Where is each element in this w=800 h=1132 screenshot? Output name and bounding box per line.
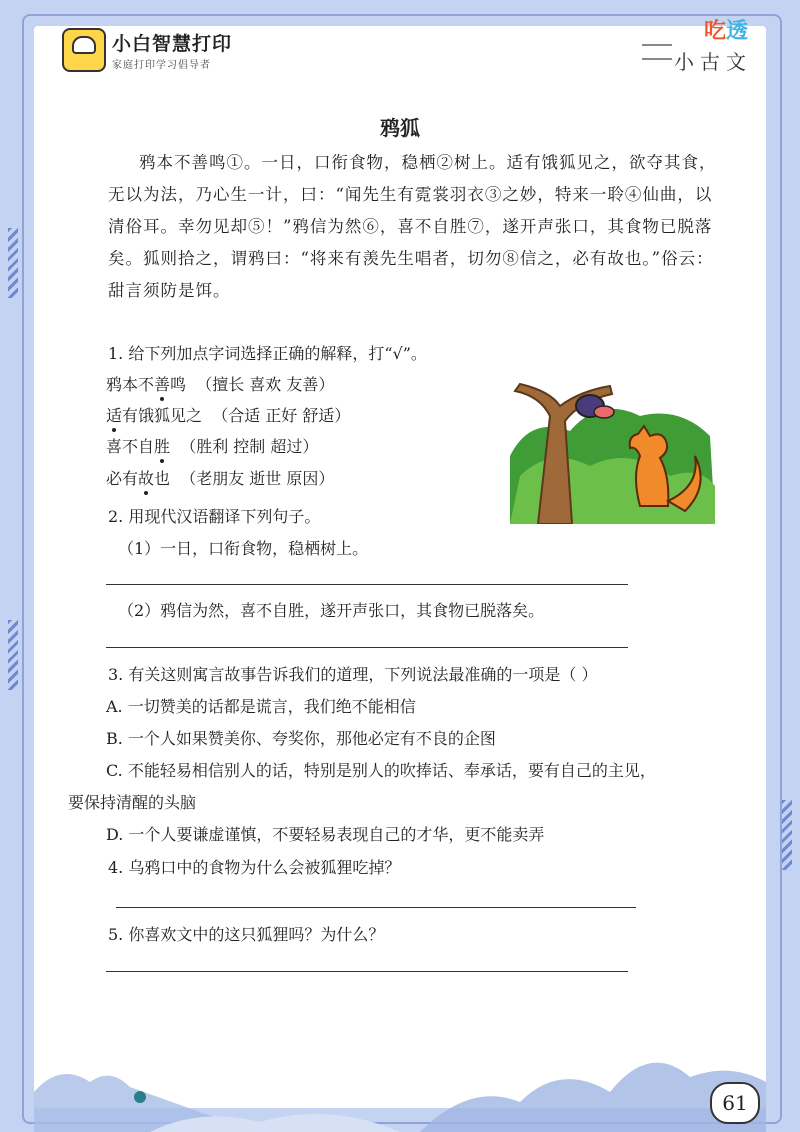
- logo-title: 小白智慧打印: [112, 33, 233, 55]
- passage-text: [106, 147, 728, 307]
- logo-subtitle: 家庭打印学习倡导者: [112, 60, 211, 71]
- passage-title: 鸦狐: [380, 116, 420, 140]
- q1-item-text: 必有: [106, 469, 139, 488]
- q1-options: （擅长 喜欢 友善）: [196, 375, 335, 394]
- umbrella-figure-icon: [134, 1091, 146, 1103]
- q3-option-b[interactable]: B. 一个人如果赞美你、夸奖你，那他必定有不良的企图: [106, 729, 496, 748]
- brand-char-2: 透: [725, 19, 748, 44]
- q1-item: [106, 404, 350, 428]
- crow-beak-shape: [594, 406, 614, 418]
- passage-line: 甜言须防是饵。: [108, 281, 231, 300]
- answer-line[interactable]: [116, 907, 636, 908]
- q3-option-c-continued: 要保持清醒的头脑: [68, 793, 197, 812]
- printer-logo: [62, 24, 232, 76]
- bear-logo-icon: [62, 28, 106, 72]
- q1-prompt: 1. 给下列加点字词选择正确的解释，打“√”。: [108, 344, 427, 363]
- q3-option-c[interactable]: C. 不能轻易相信别人的话，特别是别人的吹捧话、奉承话，要有自己的主见，: [106, 761, 656, 780]
- answer-line[interactable]: [106, 584, 628, 585]
- answer-line[interactable]: [106, 971, 628, 972]
- left-stripe-decoration-2: [8, 620, 18, 690]
- q1-item-text: 有饿狐见之: [122, 406, 203, 425]
- mountain-decoration: [0, 1022, 800, 1132]
- passage-line: 矣。狐则拾之，谓鸦曰：“将来有羡先生唱者，切勿⑧信之，必有故也。”俗云：: [108, 249, 714, 268]
- passage-line: 清俗耳。幸勿见却⑤！”鸦信为然⑥，喜不自胜⑦，遂开声张口，其食物已脱落: [108, 217, 713, 236]
- q1-item: [106, 373, 334, 397]
- q1-options: （老朋友 逝世 原因）: [180, 469, 335, 488]
- q1-item-text: 鸣: [170, 375, 187, 394]
- q5-prompt: 5. 你喜欢文中的这只狐狸吗？为什么？: [108, 925, 385, 944]
- brand-char-1: 吃: [703, 19, 726, 44]
- page-number: 61: [710, 1082, 760, 1124]
- q2-sentence-1: （1）一日，口衔食物，稳栖树上。: [118, 539, 369, 558]
- crow-fox-illustration: [510, 376, 715, 524]
- left-stripe-decoration: [8, 228, 18, 298]
- passage-line: 无以为法，乃心生一计，曰：“闻先生有霓裳羽衣③之妙，特来一聆④仙曲，以: [108, 185, 713, 204]
- q1-item: [106, 467, 334, 491]
- q1-dotted-char: 胜: [154, 437, 171, 456]
- q2-prompt: 2. 用现代汉语翻译下列句子。: [108, 507, 321, 526]
- right-stripe-decoration: [782, 800, 792, 870]
- q1-options: （胜利 控制 超过）: [180, 437, 319, 456]
- q1-options: （合适 正好 舒适）: [212, 406, 351, 425]
- q1-item-text: 喜不自: [106, 437, 155, 456]
- q1-dotted-char: 善: [154, 375, 171, 394]
- brand-lines-decoration: [642, 44, 672, 60]
- q1-item-text: 鸦本不: [106, 375, 155, 394]
- q1-item-text: 也: [154, 469, 171, 488]
- q3-option-d[interactable]: D. 一个人要谦虚谨慎，不要轻易表现自己的才华，更不能卖弄: [106, 825, 545, 844]
- q1-item: [106, 435, 318, 459]
- series-brand: [642, 14, 752, 80]
- q1-dotted-char: 适: [106, 406, 123, 425]
- q3-prompt: 3. 有关这则寓言故事告诉我们的道理，下列说法最准确的一项是（ ）: [108, 665, 598, 684]
- passage-line: 鸦本不善鸣①。一日，口衔食物，稳栖②树上。适有饿狐见之，欲夺其食，: [139, 153, 717, 172]
- brand-subtitle: 小古文: [674, 50, 752, 74]
- q2-sentence-2: （2）鸦信为然，喜不自胜，遂开声张口，其食物已脱落矣。: [118, 601, 545, 620]
- q3-option-a[interactable]: A. 一切赞美的话都是谎言，我们绝不能相信: [106, 697, 416, 716]
- answer-line[interactable]: [106, 647, 628, 648]
- q1-dotted-char: 故: [138, 469, 155, 488]
- q4-prompt: 4. 乌鸦口中的食物为什么会被狐狸吃掉？: [108, 858, 401, 877]
